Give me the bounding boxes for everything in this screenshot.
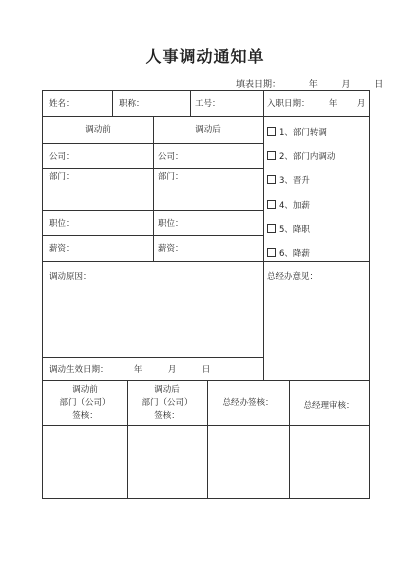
option-demotion[interactable]: 5、降职 bbox=[267, 224, 310, 236]
checkbox-icon bbox=[267, 175, 276, 184]
company-before-label: 公司： bbox=[49, 152, 75, 162]
salary-before-label: 薪资： bbox=[49, 244, 75, 254]
before-header: 调动前 bbox=[85, 125, 111, 135]
sign-after: 调动后 部门（公司） 签核： bbox=[141, 385, 193, 421]
option-raise[interactable]: 4、加薪 bbox=[267, 200, 310, 212]
col-divider bbox=[190, 91, 191, 116]
transfer-form bbox=[42, 90, 370, 499]
position-label: 职称： bbox=[119, 99, 145, 109]
title-after-label: 职位： bbox=[158, 219, 184, 229]
gm-opinion-label: 总经办意见： bbox=[267, 272, 319, 282]
salary-after-label: 薪资： bbox=[158, 244, 184, 254]
checkbox-icon bbox=[267, 200, 276, 209]
dept-after-label: 部门： bbox=[158, 172, 184, 182]
document-title: 人事调动通知单 bbox=[145, 47, 265, 66]
col-divider bbox=[289, 380, 290, 498]
title-before-label: 职位： bbox=[49, 219, 75, 229]
sign-before: 调动前 部门（公司） 签核： bbox=[59, 385, 111, 421]
effective-date-day: 日 bbox=[201, 365, 211, 375]
col-divider bbox=[153, 116, 154, 261]
checkbox-icon bbox=[267, 248, 276, 257]
fill-date bbox=[236, 77, 383, 90]
row-divider bbox=[43, 357, 263, 358]
effective-date-year: 年 bbox=[133, 365, 143, 375]
join-date-month: 月 bbox=[356, 99, 366, 109]
fill-date-label: 填表日期： bbox=[236, 80, 282, 90]
col-divider bbox=[263, 91, 264, 380]
effective-date-month: 月 bbox=[167, 365, 177, 375]
option-in-dept-transfer[interactable]: 2、部门内调动 bbox=[267, 151, 335, 163]
fill-date-day: 日 bbox=[374, 80, 384, 90]
after-header: 调动后 bbox=[195, 125, 221, 135]
checkbox-icon bbox=[267, 224, 276, 233]
row-divider bbox=[43, 380, 369, 381]
option-dept-transfer[interactable]: 1、部门转调 bbox=[267, 127, 327, 139]
effective-date-label: 调动生效日期： bbox=[49, 365, 109, 375]
sign-gm-review: 总经理审核： bbox=[303, 401, 355, 411]
join-date-year: 年 bbox=[328, 99, 338, 109]
dept-before-label: 部门： bbox=[49, 172, 75, 182]
join-date bbox=[267, 99, 365, 110]
checkbox-icon bbox=[267, 127, 276, 136]
row-divider bbox=[43, 116, 369, 117]
row-divider bbox=[43, 261, 369, 262]
employee-no-label: 工号： bbox=[195, 99, 221, 109]
fill-date-month: 月 bbox=[341, 80, 351, 90]
name-label: 姓名： bbox=[49, 99, 75, 109]
fill-date-year: 年 bbox=[308, 80, 318, 90]
reason-label: 调动原因： bbox=[49, 272, 92, 282]
join-date-label: 入职日期： bbox=[267, 99, 310, 109]
checkbox-icon bbox=[267, 151, 276, 160]
row-divider bbox=[43, 425, 369, 426]
option-pay-cut[interactable]: 6、降薪 bbox=[267, 248, 310, 260]
effective-date bbox=[49, 365, 210, 376]
company-after-label: 公司： bbox=[158, 152, 184, 162]
option-promotion[interactable]: 3、晋升 bbox=[267, 175, 310, 187]
col-divider bbox=[112, 91, 113, 116]
sign-gm-office: 总经办签核： bbox=[222, 398, 274, 408]
